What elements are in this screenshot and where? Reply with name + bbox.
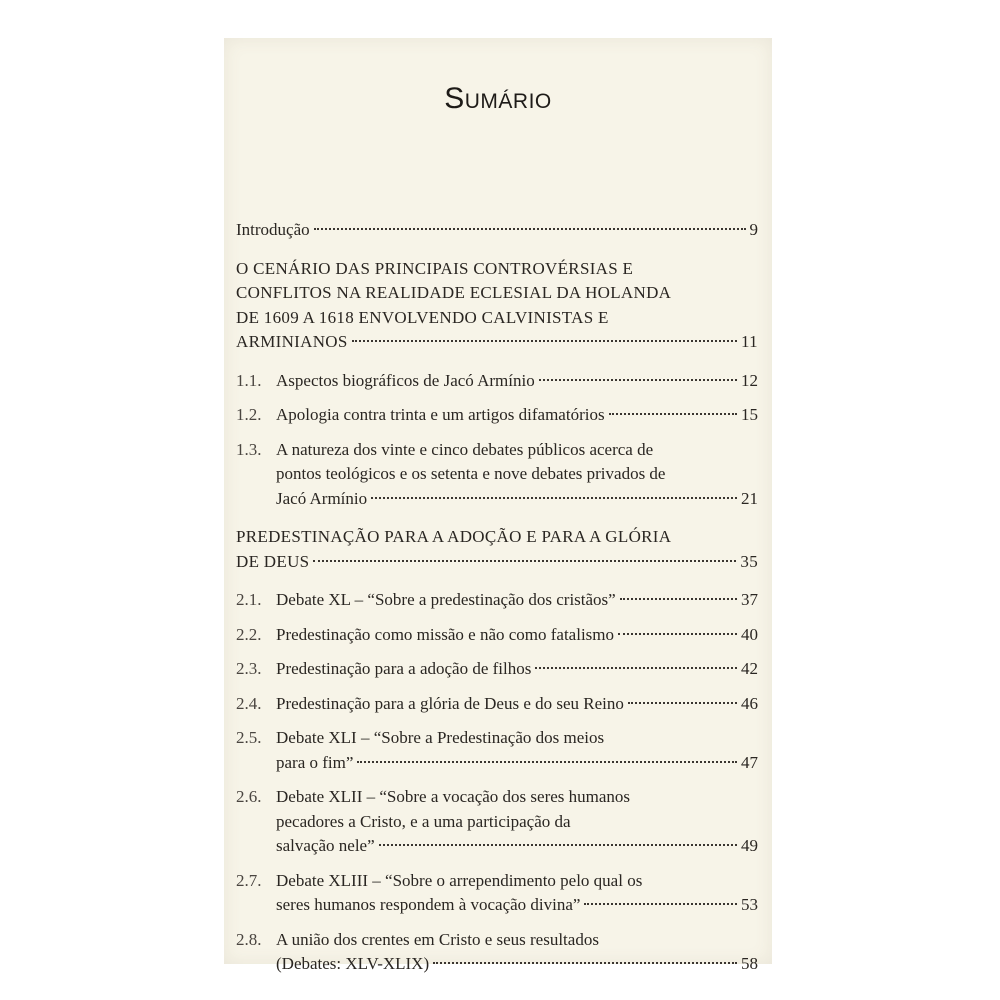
toc-line: pecadores a Cristo, e a uma participação da bbox=[276, 811, 571, 831]
toc-line: DE 1609 A 1618 ENVOLVENDO CALVINISTAS E bbox=[236, 307, 609, 327]
toc-entry-introducao[interactable] bbox=[236, 218, 758, 243]
toc-line: CONFLITOS NA REALIDADE ECLESIAL DA HOLANDA bbox=[236, 283, 672, 302]
toc-entry-2-7[interactable] bbox=[236, 869, 758, 918]
leader-dots bbox=[584, 903, 737, 905]
toc-entry-title: Predestinação como missão e não como fatalismo bbox=[276, 624, 615, 644]
leader-dots bbox=[535, 667, 737, 669]
toc-line: A natureza dos vinte e cinco debates públicos acerca de bbox=[276, 439, 654, 459]
toc-line: PREDESTINAÇÃO PARA A ADOÇÃO E PARA A GLÓRIA bbox=[236, 527, 672, 546]
toc-entry-1-2[interactable] bbox=[236, 403, 758, 428]
toc-chapter-2[interactable] bbox=[236, 525, 758, 574]
page-number: 11 bbox=[741, 332, 758, 351]
section-number: 1.1. bbox=[236, 370, 262, 390]
toc-entry-2-8[interactable] bbox=[236, 928, 758, 977]
toc-line: Debate XLI – “Sobre a Predestinação dos meios bbox=[276, 728, 605, 747]
page-title bbox=[224, 82, 772, 116]
toc-entry-1-1[interactable] bbox=[236, 369, 758, 394]
toc-entry-title: Debate XL – “Sobre a predestinação dos cristãos” bbox=[276, 590, 616, 609]
section-number: 2.1. bbox=[236, 590, 262, 609]
leader-dots bbox=[433, 962, 737, 964]
page-number: 53 bbox=[741, 895, 758, 914]
title-text: Sumário bbox=[444, 82, 552, 115]
page-number: 46 bbox=[741, 693, 758, 713]
page-number: 47 bbox=[741, 752, 758, 772]
leader-dots bbox=[379, 844, 737, 846]
page-number: 15 bbox=[741, 405, 758, 424]
toc-entry-title: Jacó Armínio bbox=[276, 488, 368, 508]
leader-dots bbox=[620, 598, 737, 600]
toc-line: A união dos crentes em Cristo e seus resultados bbox=[276, 929, 599, 949]
page-number: 49 bbox=[741, 836, 758, 855]
page-number: 12 bbox=[741, 370, 758, 390]
toc-line: O CENÁRIO DAS PRINCIPAIS CONTROVÉRSIAS E bbox=[236, 258, 634, 278]
toc-entry-title: Apologia contra trinta e um artigos difamatórios bbox=[276, 405, 605, 424]
toc-entry-2-6[interactable] bbox=[236, 785, 758, 859]
section-number: 1.3. bbox=[236, 439, 262, 459]
leader-dots bbox=[539, 379, 737, 381]
section-number: 2.4. bbox=[236, 693, 262, 713]
section-number: 2.2. bbox=[236, 624, 262, 644]
leader-dots bbox=[628, 702, 737, 704]
leader-dots bbox=[352, 340, 737, 342]
section-number: 1.2. bbox=[236, 405, 262, 424]
toc-line: Debate XLIII – “Sobre o arrependimento pelo qual os bbox=[276, 870, 643, 890]
page-number: 42 bbox=[741, 659, 758, 678]
toc-entry-title: DE DEUS bbox=[236, 551, 310, 571]
page-number: 21 bbox=[741, 488, 758, 508]
leader-dots bbox=[609, 413, 737, 415]
toc-entry-title: seres humanos respondem à vocação divina” bbox=[276, 895, 581, 914]
leader-dots bbox=[618, 633, 737, 635]
toc-entry-2-4[interactable] bbox=[236, 692, 758, 717]
page-number: 9 bbox=[749, 220, 758, 239]
page-number: 35 bbox=[740, 551, 758, 571]
page-number: 40 bbox=[741, 624, 758, 644]
toc-entry-2-2[interactable] bbox=[236, 623, 758, 648]
toc-entry-title: (Debates: XLV-XLIX) bbox=[276, 954, 430, 973]
toc-line: pontos teológicos e os setenta e nove debates privados de bbox=[276, 464, 666, 483]
section-number: 2.6. bbox=[236, 787, 262, 806]
leader-dots bbox=[314, 228, 746, 230]
section-number: 2.5. bbox=[236, 728, 262, 747]
toc-entry-title: Aspectos biográficos de Jacó Armínio bbox=[276, 370, 535, 390]
toc-entry-title: Predestinação para a glória de Deus e do seu Reino bbox=[276, 693, 624, 713]
leader-dots bbox=[371, 497, 737, 499]
toc-entry-2-3[interactable] bbox=[236, 657, 758, 682]
leader-dots bbox=[313, 560, 736, 562]
leader-dots bbox=[357, 761, 737, 763]
toc-line: Debate XLII – “Sobre a vocação dos seres humanos bbox=[276, 787, 631, 806]
page-number: 37 bbox=[741, 590, 758, 609]
page-number: 58 bbox=[741, 954, 758, 973]
toc-entry-1-3[interactable] bbox=[236, 438, 758, 512]
table-of-contents bbox=[236, 218, 758, 977]
toc-entry-2-5[interactable] bbox=[236, 726, 758, 775]
toc-chapter-1[interactable] bbox=[236, 257, 758, 355]
toc-entry-title: ARMINIANOS bbox=[236, 332, 348, 351]
toc-entry-title: salvação nele” bbox=[276, 836, 375, 855]
toc-entry-title: Introdução bbox=[236, 220, 310, 239]
toc-entry-title: Predestinação para a adoção de filhos bbox=[276, 659, 532, 678]
book-page bbox=[224, 38, 772, 973]
section-number: 2.3. bbox=[236, 659, 262, 678]
section-number: 2.7. bbox=[236, 870, 262, 890]
section-number: 2.8. bbox=[236, 929, 262, 949]
toc-entry-title: para o fim” bbox=[276, 752, 354, 772]
toc-entry-2-1[interactable] bbox=[236, 588, 758, 613]
